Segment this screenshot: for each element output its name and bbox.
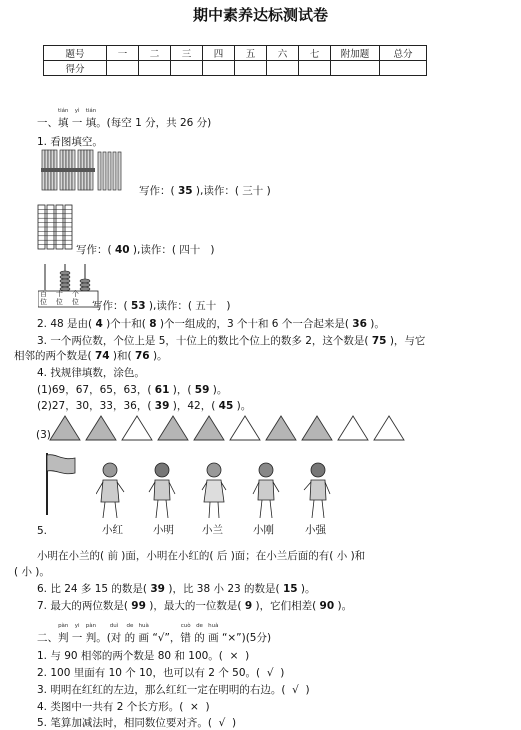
flag-image xyxy=(42,451,78,517)
kid-name-label: 小强 xyxy=(305,524,326,536)
q1-row3-write-value: 53 xyxy=(130,300,146,312)
q1-row2-answer: 写作：( 40 ),读作：( 四十 ) xyxy=(76,244,215,256)
score-cell[interactable] xyxy=(203,61,235,76)
judge-answer[interactable]: √ xyxy=(218,717,226,729)
blank-triangle xyxy=(374,416,404,440)
shaded-triangle xyxy=(86,416,116,440)
judge-answer[interactable]: × xyxy=(229,650,239,662)
score-table-header-row xyxy=(44,46,427,61)
judge-item-4: 4. 类图中一共有 2 个长方形。( × ) xyxy=(37,701,210,713)
blank-triangle xyxy=(230,416,260,440)
score-header-cell: 七 xyxy=(299,46,331,61)
score-cell[interactable] xyxy=(331,61,380,76)
q1-row3-read-value: 五十 xyxy=(195,300,217,312)
q1-row1-write-value: 35 xyxy=(177,185,193,197)
q1-row2-read-value: 四十 xyxy=(179,244,201,256)
shaded-triangle xyxy=(266,416,296,440)
q4-part3-label: (3) xyxy=(36,429,51,441)
score-cell[interactable] xyxy=(171,61,203,76)
page-title: 期中素养达标测试卷 xyxy=(192,6,328,24)
score-cell[interactable] xyxy=(139,61,171,76)
score-header-cell: 六 xyxy=(267,46,299,61)
kid-name-label: 小兰 xyxy=(202,524,223,536)
judge-answer[interactable]: √ xyxy=(292,684,299,696)
q1-row1-answer: 写作：( 35 ),读作：( 三十 ) xyxy=(139,185,271,197)
score-header-cell: 题号 xyxy=(44,46,107,61)
score-header-cell: 一 xyxy=(107,46,139,61)
judge-answer[interactable]: √ xyxy=(266,667,274,679)
ten-cube-columns-image xyxy=(36,203,76,253)
score-header-cell: 五 xyxy=(235,46,267,61)
score-cell[interactable] xyxy=(235,61,267,76)
q3-text-line2: 相邻的两个数是( 74 )和( 76 )。 xyxy=(14,350,168,362)
triangle-pattern xyxy=(49,414,413,442)
judge-item-5: 5. 笔算加减法时，相同数位要对齐。( √ ) xyxy=(37,717,237,729)
q1-row2-write-value: 40 xyxy=(114,244,130,256)
score-table-score-row xyxy=(44,61,427,76)
score-header-cell: 四 xyxy=(203,46,235,61)
q1-row1-read-value: 三十 xyxy=(242,185,264,197)
q6-text: 6. 比 24 多 15 的数是( 39 )，比 38 小 23 的数是( 15 )。 xyxy=(37,583,316,595)
stick-bundles-image xyxy=(40,148,140,193)
judge-item-3: 3. 明明在红红的左边，那么红红一定在明明的右边。( √ ) xyxy=(37,684,310,696)
score-row-label: 得分 xyxy=(44,61,107,76)
q2-text: 2. 48 是由( 4 )个十和( 8 )个一组成的，3 个十和 6 个一合起来是( 36 )。 xyxy=(37,318,385,330)
kid-name-label: 小红 xyxy=(102,524,123,536)
q1-title: 1. 看图填空。 xyxy=(37,136,103,148)
section1-heading: 一、 tián 填 yì 一 tián 填。(每空 1 分，共 26 分) xyxy=(37,108,212,129)
score-header-cell: 二 xyxy=(139,46,171,61)
children-figures-image xyxy=(96,460,336,522)
abacus-place-labels: 百 十 个 位 位 位 xyxy=(40,290,79,306)
kid-name-label: 小明 xyxy=(153,524,174,536)
shaded-triangle xyxy=(302,416,332,440)
q5-text-line1: 小明在小兰的( 前 )面，小明在小红的( 后 )面；在小兰后面的有( 小 )和 xyxy=(37,550,366,562)
score-table xyxy=(43,45,427,76)
q1-row3-answer: 写作：( 53 ),读作：( 五十 ) xyxy=(92,300,231,312)
shaded-triangle xyxy=(50,416,80,440)
score-cell[interactable] xyxy=(299,61,331,76)
shaded-triangle xyxy=(158,416,188,440)
score-cell[interactable] xyxy=(380,61,427,76)
blank-triangle xyxy=(122,416,152,440)
q4-part1: (1)69，67，65，63，( 61 )，( 59 )。 xyxy=(37,384,228,396)
blank-triangle xyxy=(338,416,368,440)
score-cell[interactable] xyxy=(107,61,139,76)
judge-answer[interactable]: × xyxy=(190,701,199,713)
kid-name-label: 小刚 xyxy=(253,524,274,536)
judge-item-1: 1. 与 90 相邻的两个数是 80 和 100。( × ) xyxy=(37,650,250,662)
score-header-cell: 附加题 xyxy=(331,46,380,61)
shaded-triangle xyxy=(194,416,224,440)
section2-heading: 二、 pàn 判 yi 一 pàn 判。 duì (对 de 的 huà 画 “√”， cuò 错 de 的 huà 画 “×”)(5分) xyxy=(37,623,272,644)
q7-text: 7. 最大的两位数是( 99 )，最大的一位数是( 9 )，它们相差( 90 )。 xyxy=(37,600,353,612)
q5-text-line2: ( 小 )。 xyxy=(14,566,50,578)
score-header-cell: 三 xyxy=(171,46,203,61)
q4-part2: (2)27，30，33，36，( 39 )，42，( 45 )。 xyxy=(37,400,252,412)
score-header-cell: 总分 xyxy=(380,46,427,61)
score-cell[interactable] xyxy=(267,61,299,76)
q5-label: 5. xyxy=(37,525,48,537)
q4-title: 4. 找规律填数，涂色。 xyxy=(37,367,145,379)
q3-text-line1: 3. 一个两位数，个位上是 5，十位上的数比个位上的数多 2，这个数是( 75 )，与它 xyxy=(37,335,426,347)
judge-item-2: 2. 100 里面有 10 个 10，也可以有 2 个 50。( √ ) xyxy=(37,667,285,679)
